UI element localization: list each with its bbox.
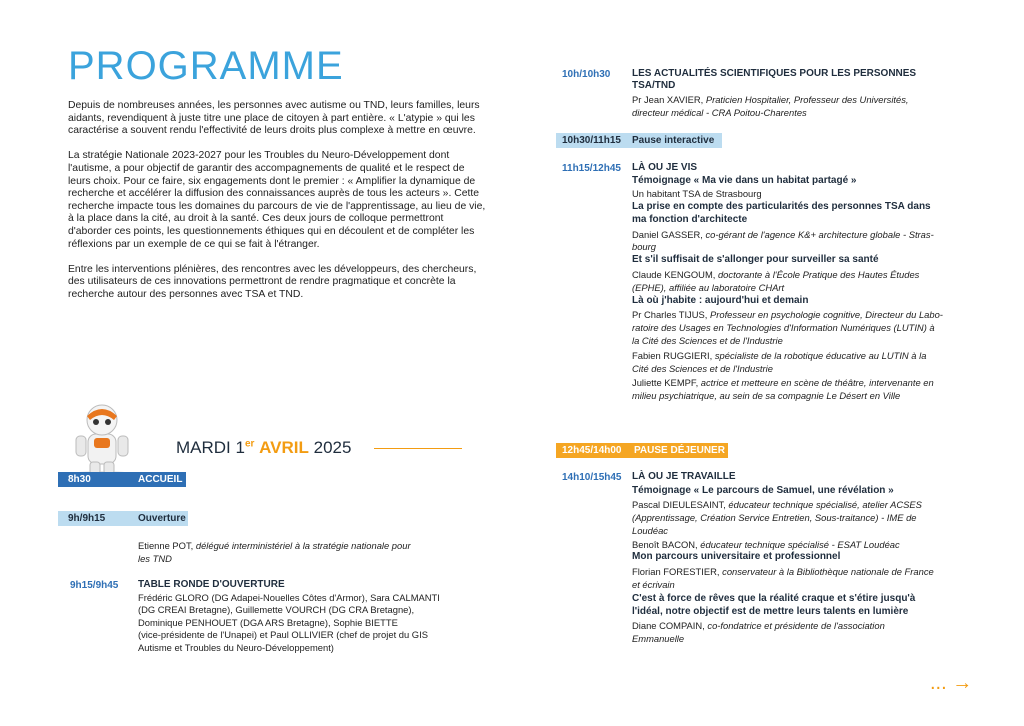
s1-title-1: LES ACTUALITÉS SCIENTIFIQUES POUR LES PERSONNES — [632, 68, 917, 79]
s3-t3c-text: et écrivain — [632, 579, 675, 590]
page-title: PROGRAMME — [68, 44, 344, 88]
s2-t5-role: spécialiste de la robotique éducative au LUTIN à la — [714, 350, 927, 361]
intro-text — [68, 100, 488, 314]
s3-t3-speaker — [632, 566, 934, 579]
ouverture-label: Ouverture — [138, 513, 186, 524]
s2-t6-role: actrice et metteure en scène de théâtre, intervenante en — [700, 377, 934, 388]
s2-t6c — [632, 390, 900, 403]
s2-t2-role: co-gérant de l'agence K&+ architecture globale - Stras- — [705, 229, 934, 240]
s3-t3-role: conservateur à la Bibliothèque nationale de France — [722, 566, 934, 577]
accueil-label: ACCUEIL — [138, 474, 183, 485]
s3-t3: Mon parcours universitaire et professionnel — [632, 551, 841, 562]
s2-title: LÀ OU JE VIS — [632, 162, 698, 173]
lunch-time: 12h45/14h00 — [562, 445, 622, 456]
day-heading — [176, 438, 351, 458]
s2-t2e-text: bourg — [632, 241, 656, 252]
s2-t2b: ma fonction d'architecte — [632, 214, 748, 225]
s3-t4e — [632, 633, 684, 646]
s3-t2-name: Benoît BACON, — [632, 539, 698, 550]
s2-t2-name: Daniel GASSER, — [632, 229, 703, 240]
s3-t1-speaker — [632, 499, 922, 512]
s3-t1d — [632, 525, 668, 538]
lunch-label: PAUSE DÉJEUNER — [634, 445, 725, 456]
s1-name: Pr Jean XAVIER, — [632, 94, 704, 105]
s2-t4-role: Professeur en psychologie cognitive, Directeur du Labo- — [709, 309, 943, 320]
s1-speaker-line — [632, 94, 909, 107]
s2-t4c-text: ratoire des Usages en Technologies d'Information Numériques (LUTIN) à — [632, 322, 935, 333]
s2-t5-name: Fabien RUGGIERI, — [632, 350, 713, 361]
accueil-bar — [58, 472, 186, 487]
s2-t2-speaker — [632, 229, 934, 242]
table-line-3: Dominique PENHOUET (DGA ARS Bretagne), Sophie BIETTE — [138, 617, 398, 628]
s2-time: 11h15/12h45 — [562, 163, 621, 174]
s3-t1-name: Pascal DIEULESAINT, — [632, 499, 726, 510]
table-time: 9h15/9h45 — [70, 580, 119, 591]
intro-paragraph-1: Depuis de nombreuses années, les personnes avec autisme ou TND, leurs familles, leurs aidants, revendiquent à juste titre une place de citoyen à part entière. « L'atypie » qui les caractérise a souvent rendu l'effectivité de leurs droits plus complexe à mettre en œuvre. — [68, 100, 480, 137]
s2-t2a: La prise en compte des particularités des personnes TSA dans — [632, 201, 931, 212]
next-page-arrow-icon[interactable]: ... → — [930, 672, 973, 694]
s2-t1: Témoignage « Ma vie dans un habitat partagé » — [632, 175, 857, 186]
s3-time: 14h10/15h45 — [562, 472, 622, 483]
s3-t2-role: éducateur technique spécialisé - ESAT Loudéac — [700, 539, 900, 550]
s2-t3c-text: (EPHE), affiliée au laboratoire CHArt — [632, 282, 785, 293]
table-line-1: Frédéric GLORO (DG Adapei-Nouelles Côtes d'Armor), Sara CALMANTI — [138, 592, 440, 603]
s3-t1c — [632, 512, 917, 525]
s3-t1: Témoignage « Le parcours de Samuel, une révélation » — [632, 485, 894, 496]
s3-t1d-text: Loudéac — [632, 525, 668, 536]
intro-paragraph-2: La stratégie Nationale 2023-2027 pour les Troubles du Neuro-Développement dont l'autisme, a pour objectif de garantir des accompagnements de qualité et le respect de leurs choix. Pour ce faire, six engagements dont le premier : « Amplifier la dynamique de recherche et accélérer la diffusion des connaissances auprès de tous les acteurs ». Cette recherche impacte tous les domaines du parcours de vie de l'apprentissage, au lieu de vie, à la place dans la cité, au droit à la santé. Ces deux jours de colloque permettront d'aborder ces points, les questionnements éthiques qui en découlent et de compléter les réflexions par un exemple de ce qui se fait à l'étranger. — [68, 150, 486, 250]
s2-t5c-text: Cité des Sciences et de l'Industrie — [632, 363, 773, 374]
s2-t4d-text: la Cité des Sciences et de l'Industrie — [632, 335, 783, 346]
s2-t4-name: Pr Charles TIJUS, — [632, 309, 708, 320]
s1-role-1: Praticien Hospitalier, Professeur des Universités, — [705, 94, 909, 105]
s3-t4a: C'est à force de rêves que la réalité craque et s'étire jusqu'à — [632, 593, 916, 604]
pause-bar — [556, 133, 722, 148]
accueil-time: 8h30 — [68, 474, 91, 485]
s1-role-2 — [632, 107, 807, 120]
ouverture-bar — [58, 511, 188, 526]
s3-t4-name: Diane COMPAIN, — [632, 620, 705, 631]
ouverture-time: 9h/9h15 — [68, 513, 106, 524]
s2-t4c — [632, 322, 935, 335]
ouverture-speaker — [138, 540, 418, 565]
s2-t4: Là où j'habite : aujourd'hui et demain — [632, 295, 809, 306]
day-month: AVRIL — [259, 438, 309, 457]
table-line-5: Autisme et Troubles du Neuro-Développement) — [138, 642, 334, 653]
day-prefix: MARDI 1 — [176, 438, 245, 457]
lunch-bar — [556, 443, 728, 458]
s2-t6c-text: milieu psychiatrique, au sein de sa compagnie Le Désert en Ville — [632, 390, 901, 401]
s3-t3c — [632, 579, 675, 592]
s2-t3-name: Claude KENGOUM, — [632, 269, 716, 280]
intro-paragraph-3: Entre les interventions plénières, des rencontres avec les développeurs, des chercheurs, des utilisateurs de ces innovations permettront de rendre pragmatique et concrète la recherche autour des personnes avec TSA et TND. — [68, 263, 477, 300]
s2-t6-name: Juliette KEMPF, — [632, 377, 699, 388]
table-line-2: (DG CREAI Bretagne), Guillemette VOURCH (DG CRA Bretagne), — [138, 604, 415, 615]
pause-time: 10h30/11h15 — [562, 135, 621, 146]
table-line-4: (vice-présidente de l'Unapei) et Paul OLLIVIER (chef de projet du GIS — [138, 629, 428, 640]
s2-t2e — [632, 241, 656, 254]
s2-t3-speaker — [632, 269, 919, 282]
s3-title: LÀ OU JE TRAVAILLE — [632, 471, 736, 482]
s3-t1c-text: (Apprentissage, Création Service Entretien, Sous-traitance) - IME de — [632, 512, 917, 523]
robot-illustration — [64, 398, 164, 478]
s2-t4d — [632, 335, 783, 348]
s1-time: 10h/10h30 — [562, 69, 611, 80]
speaker-name: Etienne POT, — [138, 540, 194, 551]
day-sup: er — [244, 438, 255, 450]
s2-t5c — [632, 363, 773, 376]
s2-t6-speaker — [632, 377, 934, 390]
s1-title-2: TSA/TND — [632, 80, 676, 91]
s3-t1-role: éducateur technique spécialisé, atelier ACSES — [728, 499, 922, 510]
s2-t3c — [632, 282, 784, 295]
day-divider — [374, 448, 462, 449]
s3-t4-speaker — [632, 620, 885, 633]
s3-t4b: l'idéal, notre objectif est de mettre leurs talents en lumière — [632, 606, 909, 617]
pause-label: Pause interactive — [632, 135, 715, 146]
day-year: 2025 — [313, 438, 352, 457]
table-title: TABLE RONDE D'OUVERTURE — [138, 579, 285, 590]
s2-t1a: Un habitant TSA de Strasbourg — [632, 188, 762, 199]
s3-t4-role: co-fondatrice et présidente de l'association — [707, 620, 885, 631]
s3-t4e-text: Emmanuelle — [632, 633, 685, 644]
s2-t3: Et s'il suffisait de s'allonger pour surveiller sa santé — [632, 254, 879, 265]
s3-t2-speaker — [632, 539, 900, 552]
s2-t5-speaker — [632, 350, 926, 363]
s2-t4-speaker — [632, 309, 943, 322]
speaker-role: délégué interministériel à la stratégie nationale pour les TND — [138, 540, 411, 564]
s1-role-2-text: directeur médical - CRA Poitou-Charentes — [632, 107, 807, 118]
s2-t3-role: doctorante à l'École Pratique des Hautes Études — [717, 269, 920, 280]
s3-t3-name: Florian FORESTIER, — [632, 566, 720, 577]
